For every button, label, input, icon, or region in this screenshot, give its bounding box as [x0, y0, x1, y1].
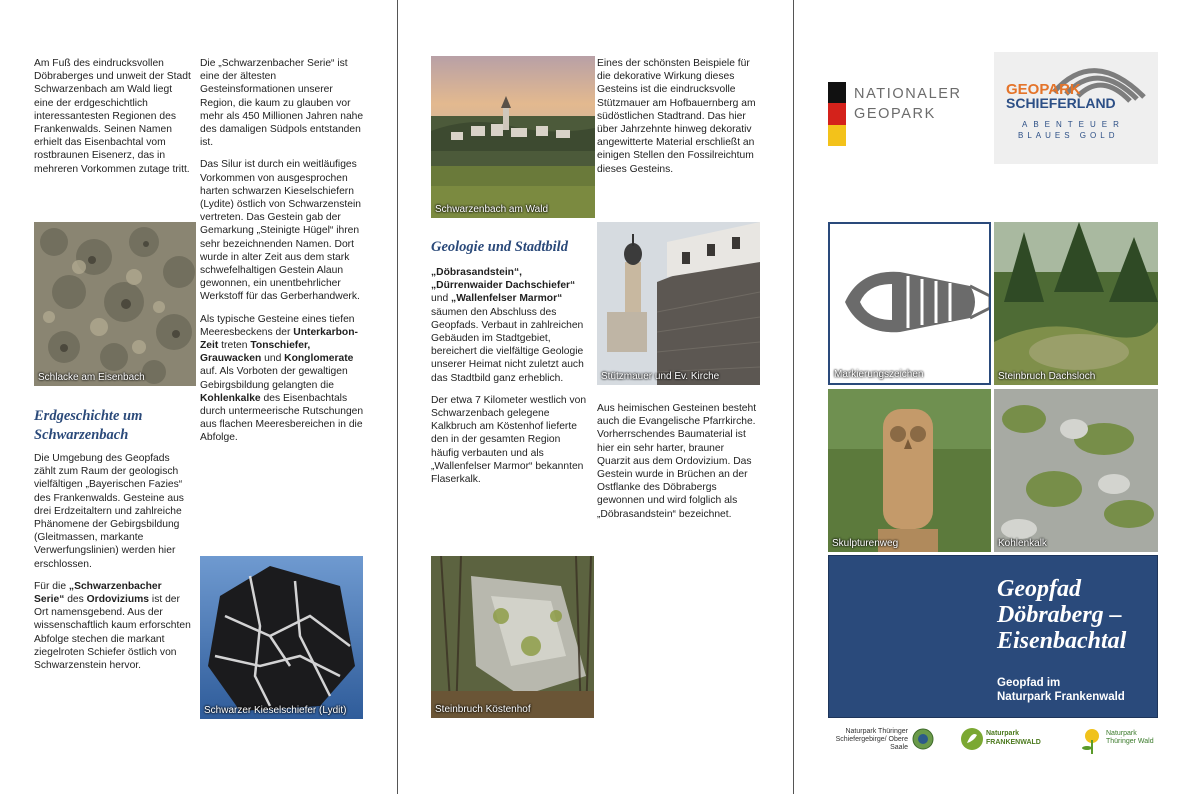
photo-koestenhof	[431, 556, 594, 718]
cover-title-box	[828, 555, 1158, 718]
paragraph-stuetzmauer: Eines der schönsten Beispiele für die dekorative Wirkung dieses Gesteins ist die eindrucksvolle Stützmauer am Hofbauernberg am südöstlichen Stadtrand. Das hier über Jahrzehnte hinweg dekorativ angewitterte Material erschließt an einigen Stellen den Fossilreichtum dieses Gesteins.	[597, 58, 756, 175]
paragraph-stadtbild: „Döbrasandstein“, „Dürrenwaider Dachschiefer“ und „Wallenfelser Marmor“ säumen den Abschluss des Geopfads. Verbaut in zahlreichen Gebäuden im Stadtgebiet, bereichert die vielfältige Geologie unserer Heimat nicht zuletzt auch das Stadtbild ganz erheblich.	[431, 267, 584, 384]
church-wall-image	[597, 222, 760, 385]
panel2-column-b-lower	[597, 402, 760, 530]
tile-markierungszeichen	[828, 222, 991, 385]
lydite-image	[200, 556, 363, 719]
tile-skulpturenweg	[828, 389, 991, 552]
forest-quarry-image	[994, 222, 1158, 385]
logo-naturpark-frankenwald: Naturpark FRANKENWALD	[986, 730, 1041, 746]
trilobite-icon	[830, 224, 989, 383]
owl-sculpture-image	[828, 389, 991, 552]
seal-icon	[912, 728, 934, 750]
panel1-column-b	[200, 57, 364, 454]
paragraph-serie-age: Die „Schwarzenbacher Serie“ ist eine der ältesten Gesteinsformationen unserer Region, die kaum zu glauben vor mehr als 450 Millionen Jahren nahe des damaligen Südpols entstanden ist.	[200, 58, 364, 149]
fold-line-left	[397, 0, 398, 794]
photo-caption: Schlacke am Eisenbach	[38, 372, 145, 383]
fold-line-right	[793, 0, 794, 794]
photo-caption: Schwarzenbach am Wald	[435, 204, 549, 215]
paragraph-pfarrkirche: Aus heimischen Gesteinen besteht auch die Evangelische Pfarrkirche. Vorherrschendes Baumaterial ist hier ein sehr harter, brauner Quarzit aus dem Ordovizium. Das Gestein wurde in Brüchen an der Ostflanke des Döbrabergs gewonnen und wird folglich als „Döbrasandstein“ bezeichnet.	[597, 403, 757, 520]
limestone-image	[994, 389, 1158, 552]
paragraph-serie: Für die „Schwarzenbacher Serie“ des Ordoviziums ist der Ort namensgebend. Aus der wissenschaftlich kaum erforschten Abfolge stechen die markant ziegelroten Schiefer östlich von Schwarzenstein hervor.	[34, 580, 191, 672]
photo-stuetzmauer	[597, 222, 760, 385]
photo-caption: Steinbruch Köstenhof	[435, 704, 531, 715]
section-heading-erdgeschichte: Erdgeschichte um Schwarzenbach	[34, 408, 143, 443]
photo-lydit	[200, 556, 363, 719]
photo-caption: Schwarzer Kieselschiefer (Lydit)	[204, 705, 347, 716]
paragraph-unterkarbon: Als typische Gesteine eines tiefen Meeresbeckens der Unterkarbon-Zeit treten Tonschiefer, Grauwacken und Konglomerate auf. Als Vorboten der gewaltigen Gebirgsbildung gelangten die Kohlenkalke des Eisenbachtals durch untermeerische Rutschungen aus flachen Meeresbereichen in die Abfolge.	[200, 313, 364, 444]
slag-image	[34, 222, 196, 386]
logo-geopark-schieferland: GEOPARK SCHIEFERLAND ABENTEUER BLAUES GOLD	[994, 52, 1158, 164]
logo-naturpark-thueringer-wald: Naturpark Thüringer Wald	[1106, 730, 1154, 745]
tile-caption: Skulpturenweg	[832, 538, 899, 549]
tile-caption: Steinbruch Dachsloch	[998, 371, 1096, 382]
logo-naturpark-thueringer-schiefergebirge: Naturpark Thüringer Schiefergebirge/ Obere Saale	[835, 728, 908, 751]
german-flag-icon	[828, 82, 846, 146]
panel1-column-a	[34, 57, 194, 185]
panel2-column-a	[431, 266, 591, 495]
photo-schlacke	[34, 222, 196, 386]
section-heading-geologie: Geologie und Stadtbild	[431, 239, 568, 255]
tile-caption: Kohlenkalk	[998, 538, 1047, 549]
tile-caption: Markierungszeichen	[834, 369, 924, 380]
flower-icon	[1080, 726, 1104, 756]
quarry-image	[431, 556, 594, 718]
panel1-column-a-lower	[34, 452, 194, 681]
frankenwald-leaf-icon	[960, 727, 984, 751]
panel2-column-b	[597, 57, 760, 185]
photo-caption: Stützmauer und Ev. Kirche	[601, 371, 720, 382]
paragraph-fazies: Die Umgebung des Geopfads zählt zum Raum der geologisch vielfältigen „Bayerischen Fazies“ des Frankenwalds. Gesteine aus drei Erdzeitaltern und zahlreiche Phänomene der Gebirgsbildung (Gleitmassen, markante Verwerfungslinien) werden hier erschlossen.	[34, 453, 184, 570]
paragraph-koestenhof: Der etwa 7 Kilometer westlich von Schwarzenbach gelegene Kalkbruch am Köstenhof lieferte den in der gesamten Region häufig verbauten und als „Wallenfelser Marmor“ bekannten Flaserkalk.	[431, 394, 587, 486]
town-image	[431, 56, 595, 218]
photo-schwarzenbach	[431, 56, 595, 218]
paragraph-silur: Das Silur ist durch ein weitläufiges Vorkommen von ausgesprochen harten schwarzen Kieselschiefern (Lydite) östlich von Schwarzenstein vertreten. Das Gestein gab der Gemarkung „Steinigte Hügel“ ihren sehr bezeichnenden Namen. Dort wurde in alter Zeit aus dem stark schwefelhaltigen Gestein Alaun gewonnen, ein unentbehrlicher Werkstoff für das Gerberhandwerk.	[200, 159, 362, 303]
cover-title: Geopfad Döbraberg – Eisenbachtal	[997, 576, 1127, 654]
intro-paragraph: Am Fuß des eindrucksvollen Döbraberges und unweit der Stadt Schwarzenbach am Wald liegt eine der erdgeschichtlich interessantesten Regionen des Frankenwalds. Seinen Namen erhielt das Eisenbachtal vom rostbraunen Eisenerz, das in mehreren Vorkommen zutage tritt.	[34, 58, 191, 175]
cover-subtitle: Geopfad im Naturpark Frankenwald	[997, 677, 1125, 703]
tile-steinbruch-dachsloch	[994, 222, 1158, 385]
tile-kohlenkalk	[994, 389, 1158, 552]
